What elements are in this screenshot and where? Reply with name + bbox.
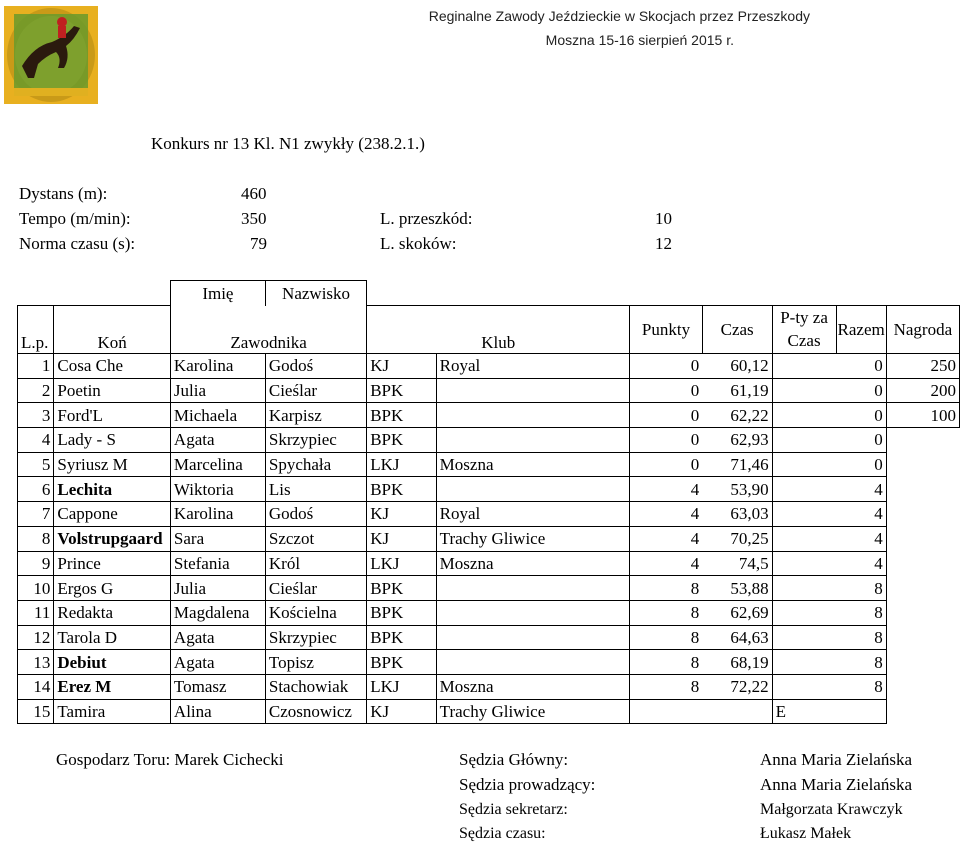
prize-value xyxy=(886,600,959,625)
row-number: 11 xyxy=(18,600,54,625)
total-value: 0 xyxy=(836,354,886,379)
rider-first-name: Alina xyxy=(170,699,265,724)
table-row xyxy=(18,600,960,625)
obstacles-value: 10 xyxy=(655,209,672,228)
time-penalty-value xyxy=(772,428,836,453)
club-name xyxy=(436,477,630,502)
event-title-line2: Moszna 15-16 sierpień 2015 r. xyxy=(545,32,734,48)
rider-first-name: Agata xyxy=(170,650,265,675)
total-value: 8 xyxy=(836,600,886,625)
row-number: 4 xyxy=(18,428,54,453)
first-name-header: Imię xyxy=(170,281,265,306)
time-value: 61,19 xyxy=(702,378,772,403)
rider-first-name: Agata xyxy=(170,625,265,650)
prize-header: Nagroda xyxy=(886,306,959,354)
club-name: Royal xyxy=(436,354,630,379)
time-norm-label: Norma czasu (s): xyxy=(19,234,136,253)
horse-name: Prince xyxy=(54,551,171,576)
chief-judge-label: Sędzia Główny: xyxy=(459,750,569,769)
rider-last-name: Czosnowicz xyxy=(265,699,366,724)
horse-name: Syriusz M xyxy=(54,452,171,477)
prize-value xyxy=(886,477,959,502)
total-value: 0 xyxy=(836,403,886,428)
total-value: 4 xyxy=(836,502,886,527)
time-penalty-value xyxy=(772,378,836,403)
course-host: Gospodarz Toru: Marek Cichecki xyxy=(56,750,284,769)
club-name: Moszna xyxy=(436,551,630,576)
time-value: 62,22 xyxy=(702,403,772,428)
rider-header: Zawodnika xyxy=(170,306,366,354)
points-value: 4 xyxy=(630,551,702,576)
club-header: Klub xyxy=(367,306,630,354)
rider-first-name: Karolina xyxy=(170,502,265,527)
club-short: BPK xyxy=(367,576,436,601)
club-short: BPK xyxy=(367,600,436,625)
prize-value xyxy=(886,526,959,551)
points-value: 0 xyxy=(630,452,702,477)
event-logo xyxy=(4,6,98,104)
points-value: 0 xyxy=(630,354,702,379)
rider-first-name: Wiktoria xyxy=(170,477,265,502)
rider-last-name: Skrzypiec xyxy=(265,625,366,650)
time-value: 62,93 xyxy=(702,428,772,453)
row-number: 5 xyxy=(18,452,54,477)
table-row xyxy=(18,378,960,403)
rider-last-name: Skrzypiec xyxy=(265,428,366,453)
prize-value: 200 xyxy=(886,378,959,403)
row-number: 12 xyxy=(18,625,54,650)
rider-last-name: Topisz xyxy=(265,650,366,675)
horse-name: Cappone xyxy=(54,502,171,527)
total-value: 8 xyxy=(836,576,886,601)
club-short: LKJ xyxy=(367,551,436,576)
time-penalty-header-line2: Czas xyxy=(787,330,821,350)
tempo-label: Tempo (m/min): xyxy=(19,209,131,228)
time-penalty-value xyxy=(772,576,836,601)
time-penalty-value xyxy=(772,452,836,477)
club-name xyxy=(436,576,630,601)
points-value: 4 xyxy=(630,477,702,502)
row-number: 13 xyxy=(18,650,54,675)
horse-name: Tamira xyxy=(54,699,171,724)
table-row xyxy=(18,428,960,453)
rider-first-name: Magdalena xyxy=(170,600,265,625)
prize-value xyxy=(886,452,959,477)
time-penalty-value xyxy=(772,354,836,379)
club-short: BPK xyxy=(367,428,436,453)
horse-name: Debiut xyxy=(54,650,171,675)
horse-name: Ford'L xyxy=(54,403,171,428)
club-short: KJ xyxy=(367,354,436,379)
time-penalty-value xyxy=(772,477,836,502)
points-value: 0 xyxy=(630,378,702,403)
time-value: 74,5 xyxy=(702,551,772,576)
club-name: Moszna xyxy=(436,452,630,477)
time-norm-value: 79 xyxy=(250,234,267,253)
points-value: 8 xyxy=(630,625,702,650)
rider-last-name: Cieślar xyxy=(265,576,366,601)
event-title-line1: Reginalne Zawody Jeździeckie w Skocjach przez Przeszkody xyxy=(428,8,810,24)
horse-name: Ergos G xyxy=(54,576,171,601)
prize-value: 100 xyxy=(886,403,959,428)
row-number: 14 xyxy=(18,674,54,699)
prize-value xyxy=(886,428,959,453)
table-row xyxy=(18,674,960,699)
rider-first-name: Michaela xyxy=(170,403,265,428)
rider-last-name: Kościelna xyxy=(265,600,366,625)
rider-last-name: Godoś xyxy=(265,354,366,379)
time-penalty-header-line1: P-ty za xyxy=(780,308,828,328)
rider-first-name: Tomasz xyxy=(170,674,265,699)
table-row xyxy=(18,625,960,650)
total-value: 8 xyxy=(836,650,886,675)
rider-last-name: Cieślar xyxy=(265,378,366,403)
time-value: 63,03 xyxy=(702,502,772,527)
club-name xyxy=(436,428,630,453)
table-row xyxy=(18,551,960,576)
points-value: 0 xyxy=(630,428,702,453)
club-short: BPK xyxy=(367,403,436,428)
tempo-value: 350 xyxy=(241,209,267,228)
rider-last-name: Spychała xyxy=(265,452,366,477)
points-value xyxy=(630,699,702,724)
jumps-value: 12 xyxy=(655,234,672,253)
obstacles-label: L. przeszkód: xyxy=(380,209,473,228)
club-short: LKJ xyxy=(367,452,436,477)
timekeeper-label: Sędzia czasu: xyxy=(459,825,546,842)
table-row xyxy=(18,403,960,428)
time-value: 70,25 xyxy=(702,526,772,551)
row-number: 15 xyxy=(18,699,54,724)
time-value: 68,19 xyxy=(702,650,772,675)
total-value: 0 xyxy=(836,428,886,453)
horse-name: Volstrupgaard xyxy=(54,526,171,551)
rider-last-name: Lis xyxy=(265,477,366,502)
horse-name: Poetin xyxy=(54,378,171,403)
points-value: 8 xyxy=(630,600,702,625)
rider-first-name: Marcelina xyxy=(170,452,265,477)
row-number: 3 xyxy=(18,403,54,428)
prize-value xyxy=(886,650,959,675)
rider-first-name: Stefania xyxy=(170,551,265,576)
points-value: 8 xyxy=(630,576,702,601)
club-name xyxy=(436,378,630,403)
horse-name: Erez M xyxy=(54,674,171,699)
time-value: 53,88 xyxy=(702,576,772,601)
time-penalty-value xyxy=(772,625,836,650)
rider-first-name: Karolina xyxy=(170,354,265,379)
club-short: BPK xyxy=(367,650,436,675)
time-value: 53,90 xyxy=(702,477,772,502)
prize-value xyxy=(886,502,959,527)
rider-last-name: Stachowiak xyxy=(265,674,366,699)
horse-header: Koń xyxy=(54,306,171,354)
points-header: Punkty xyxy=(630,306,702,354)
time-value: 62,69 xyxy=(702,600,772,625)
rider-first-name: Julia xyxy=(170,576,265,601)
competition-title: Konkurs nr 13 Kl. N1 zwykły (238.2.1.) xyxy=(151,134,425,153)
club-name xyxy=(436,625,630,650)
table-row xyxy=(18,502,960,527)
points-value: 4 xyxy=(630,526,702,551)
horse-name: Tarola D xyxy=(54,625,171,650)
club-name xyxy=(436,600,630,625)
rider-last-name: Karpisz xyxy=(265,403,366,428)
header-row-columns xyxy=(18,306,960,354)
club-name: Royal xyxy=(436,502,630,527)
rider-first-name: Agata xyxy=(170,428,265,453)
row-number: 10 xyxy=(18,576,54,601)
lead-judge-label: Sędzia prowadzący: xyxy=(459,775,596,794)
results-table xyxy=(17,280,960,724)
club-short: BPK xyxy=(367,378,436,403)
row-number: 8 xyxy=(18,526,54,551)
table-row xyxy=(18,354,960,379)
total-value: 0 xyxy=(836,378,886,403)
club-name: Trachy Gliwice xyxy=(436,699,630,724)
club-short: BPK xyxy=(367,625,436,650)
row-number: 7 xyxy=(18,502,54,527)
club-short: KJ xyxy=(367,502,436,527)
time-penalty-value xyxy=(772,551,836,576)
prize-value xyxy=(886,699,959,724)
header-row-names xyxy=(18,281,960,306)
total-header: Razem xyxy=(836,306,886,354)
jumps-label: L. skoków: xyxy=(380,234,457,253)
timekeeper-name: Łukasz Małek xyxy=(760,825,852,842)
prize-value xyxy=(886,551,959,576)
club-short: KJ xyxy=(367,699,436,724)
table-row xyxy=(18,477,960,502)
rider-last-name: Godoś xyxy=(265,502,366,527)
row-number: 2 xyxy=(18,378,54,403)
distance-label: Dystans (m): xyxy=(19,184,108,203)
secretary-name: Małgorzata Krawczyk xyxy=(760,801,903,818)
chief-judge-name: Anna Maria Zielańska xyxy=(760,750,912,769)
time-penalty-value xyxy=(772,600,836,625)
horse-name: Redakta xyxy=(54,600,171,625)
time-penalty-value xyxy=(772,403,836,428)
time-value: 72,22 xyxy=(702,674,772,699)
lead-judge-name: Anna Maria Zielańska xyxy=(760,775,912,794)
time-penalty-value xyxy=(772,502,836,527)
rider-last-name: Król xyxy=(265,551,366,576)
points-value: 8 xyxy=(630,650,702,675)
time-value: 64,63 xyxy=(702,625,772,650)
horse-name: Lechita xyxy=(54,477,171,502)
row-number: 1 xyxy=(18,354,54,379)
club-name: Moszna xyxy=(436,674,630,699)
distance-value: 460 xyxy=(241,184,267,203)
time-value xyxy=(702,699,772,724)
total-value: 4 xyxy=(836,526,886,551)
rider-first-name: Sara xyxy=(170,526,265,551)
horse-name: Lady - S xyxy=(54,428,171,453)
time-penalty-value xyxy=(772,650,836,675)
row-number: 9 xyxy=(18,551,54,576)
time-penalty-header xyxy=(772,306,836,354)
club-short: LKJ xyxy=(367,674,436,699)
table-row xyxy=(18,526,960,551)
time-value: 71,46 xyxy=(702,452,772,477)
time-penalty-value: E xyxy=(772,699,836,724)
rider-last-name: Szczot xyxy=(265,526,366,551)
table-row xyxy=(18,576,960,601)
total-value: 4 xyxy=(836,551,886,576)
club-name xyxy=(436,403,630,428)
time-value: 60,12 xyxy=(702,354,772,379)
total-value xyxy=(836,699,886,724)
lp-header: L.p. xyxy=(18,306,54,354)
table-row xyxy=(18,650,960,675)
rider-first-name: Julia xyxy=(170,378,265,403)
club-name xyxy=(436,650,630,675)
total-value: 8 xyxy=(836,674,886,699)
total-value: 8 xyxy=(836,625,886,650)
prize-value xyxy=(886,674,959,699)
last-name-header: Nazwisko xyxy=(265,281,366,306)
prize-value: 250 xyxy=(886,354,959,379)
total-value: 0 xyxy=(836,452,886,477)
time-header: Czas xyxy=(702,306,772,354)
club-name: Trachy Gliwice xyxy=(436,526,630,551)
club-short: BPK xyxy=(367,477,436,502)
prize-value xyxy=(886,625,959,650)
horse-name: Cosa Che xyxy=(54,354,171,379)
secretary-label: Sędzia sekretarz: xyxy=(459,801,568,818)
table-row xyxy=(18,699,960,724)
table-row xyxy=(18,452,960,477)
points-value: 0 xyxy=(630,403,702,428)
time-penalty-value xyxy=(772,674,836,699)
points-value: 4 xyxy=(630,502,702,527)
prize-value xyxy=(886,576,959,601)
row-number: 6 xyxy=(18,477,54,502)
time-penalty-value xyxy=(772,526,836,551)
club-short: KJ xyxy=(367,526,436,551)
total-value: 4 xyxy=(836,477,886,502)
points-value: 8 xyxy=(630,674,702,699)
